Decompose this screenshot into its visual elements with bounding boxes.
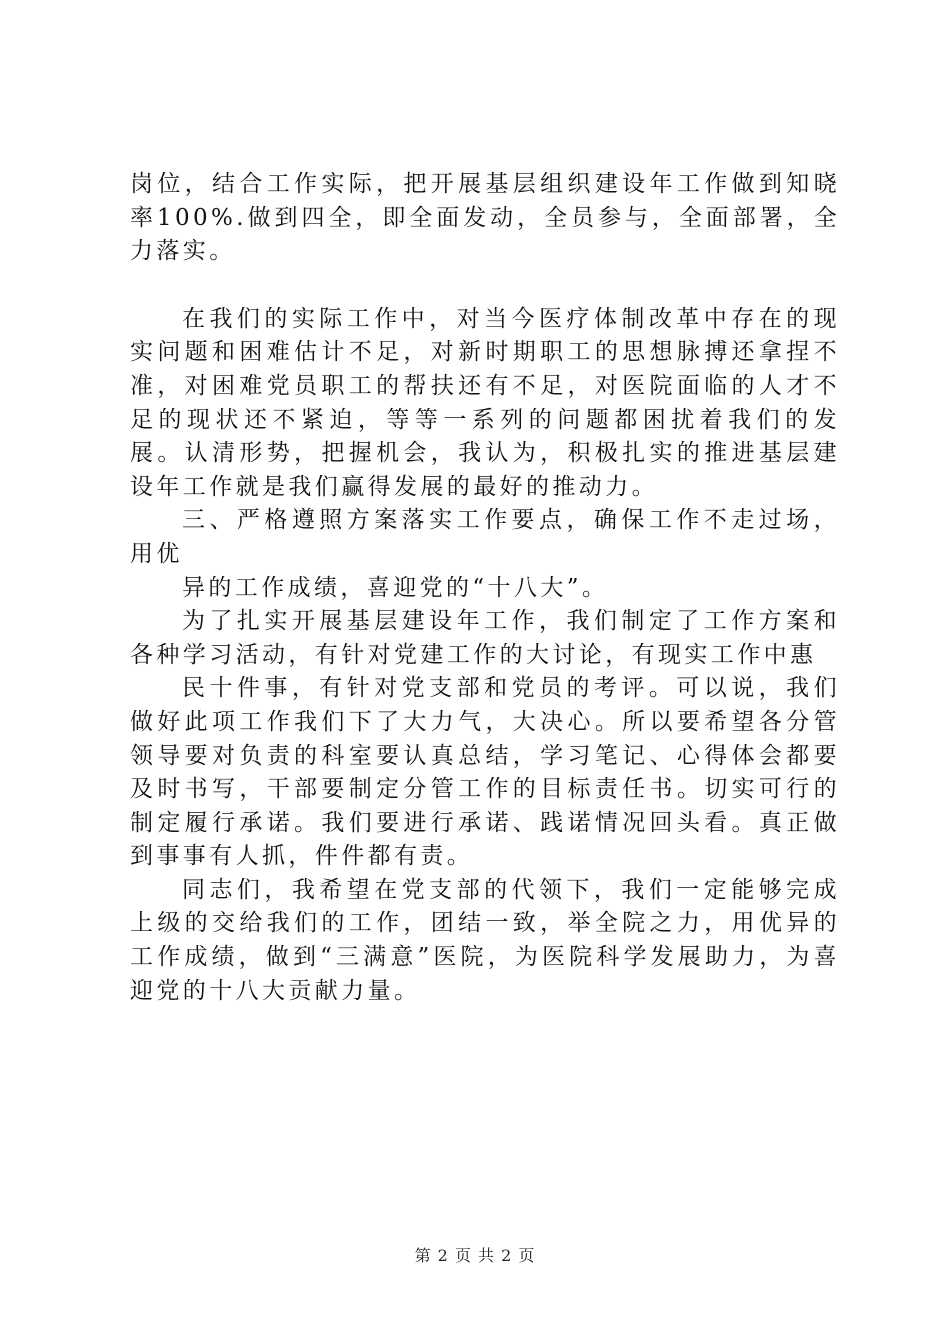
- section-heading-3: 三、严格遵照方案落实工作要点，确保工作不走过场，用优: [130, 507, 840, 567]
- paragraph-1: 岗位，结合工作实际，把开展基层组织建设年工作做到知晓率100%.做到四全，即全面发动，全员参与，全面部署，全力落实。: [130, 171, 840, 265]
- document-body: [130, 168, 840, 1008]
- paragraph-3: 异的工作成绩，喜迎党的“十八大”。: [182, 574, 609, 601]
- page-number-footer: 第 2 页 共 2 页: [414, 1246, 536, 1265]
- paragraph-5: 民十件事，有针对党支部和党员的考评。可以说，我们做好此项工作我们下了大力气，大决心。所以要希望各分管领导要对负责的科室要认真总结，学习笔记、心得体会都要及时书写，干部要制定分管工作的目标责任书。切实可行的制定履行承诺。我们要进行承诺、践诺情况回头看。真正做到事事有人抓，件件都有责。: [130, 675, 840, 870]
- paragraph-2: 在我们的实际工作中，对当今医疗体制改革中存在的现实问题和困难估计不足，对新时期职工的思想脉搏还拿捏不准，对困难党员职工的帮扶还有不足，对医院面临的人才不足的现状还不紧迫，等等一系列的问题都困扰着我们的发展。认清形势，把握机会，我认为，积极扎实的推进基层建设年工作就是我们赢得发展的最好的推动力。: [130, 305, 840, 500]
- paragraph-6: 同志们，我希望在党支部的代领下，我们一定能够完成上级的交给我们的工作，团结一致，举全院之力，用优异的工作成绩，做到“三满意”医院，为医院科学发展助力，为喜迎党的十八大贡献力量。: [130, 876, 840, 1004]
- paragraph-4: 为了扎实开展基层建设年工作，我们制定了工作方案和各种学习活动，有针对党建工作的大讨论，有现实工作中惠: [130, 608, 840, 668]
